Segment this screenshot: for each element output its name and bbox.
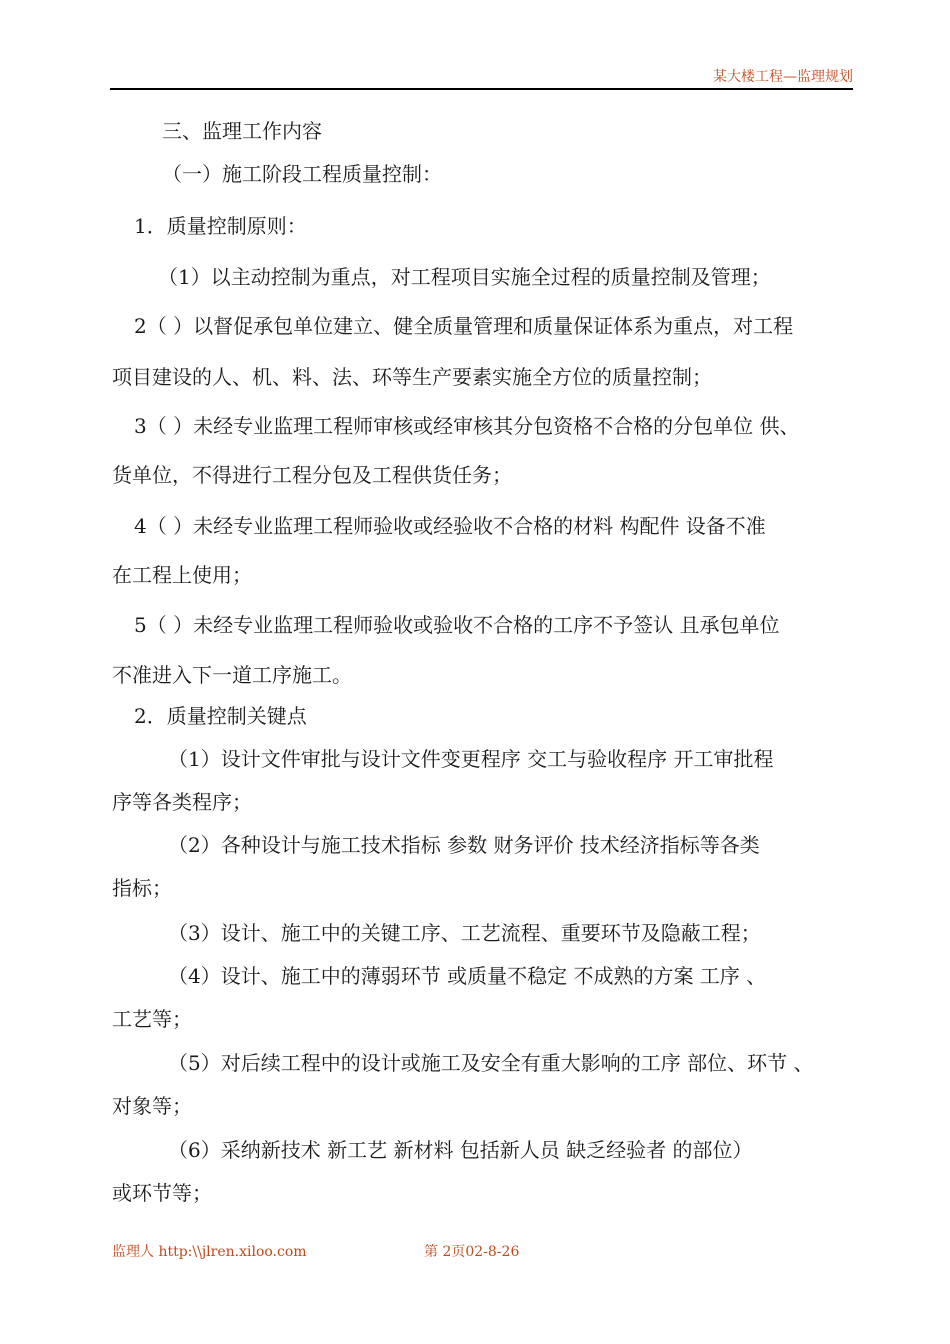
paragraph-line: 或环节等； <box>112 1181 212 1205</box>
paragraph-line: 序等各类程序； <box>112 790 252 814</box>
paragraph-line: 对象等； <box>112 1094 192 1118</box>
paragraph-line: 在工程上使用； <box>112 563 252 587</box>
paragraph-line: 工艺等； <box>112 1007 192 1031</box>
paragraph-line: 4（ ）未经专业监理工程师验收或经验收不合格的材料 构配件 设备不准 <box>134 514 766 538</box>
page-header <box>110 58 853 90</box>
header-title: 某大楼工程—监理规划 <box>713 69 853 85</box>
paragraph-line: 5（ ）未经专业监理工程师验收或验收不合格的工序不予签认 且承包单位 <box>134 613 780 637</box>
paragraph-line: 2（ ）以督促承包单位建立、健全质量管理和质量保证体系为重点，对工程 <box>134 314 794 338</box>
paragraph-line: 3（ ）未经专业监理工程师审核或经审核其分包资格不合格的分包单位 供、 <box>134 414 800 438</box>
paragraph-line: 货单位，不得进行工程分包及工程供货任务； <box>112 463 512 487</box>
paragraph-line: （3）设计、施工中的关键工序、工艺流程、重要环节及隐蔽工程； <box>168 921 761 945</box>
paragraph-line: （1）设计文件审批与设计文件变更程序 交工与验收程序 开工审批程 <box>168 747 774 771</box>
footer-page-number: 第 2页02-8-26 <box>424 1244 520 1260</box>
paragraph-line: （2）各种设计与施工技术指标 参数 财务评价 技术经济指标等各类 <box>168 833 760 857</box>
paragraph-line: （4）设计、施工中的薄弱环节 或质量不稳定 不成熟的方案 工序 、 <box>168 964 767 988</box>
footer-site: 监理人 http:\\jlren.xiloo.com <box>112 1244 307 1260</box>
paragraph-line: （1）以主动控制为重点，对工程项目实施全过程的质量控制及管理； <box>158 265 771 289</box>
paragraph-line: 不准进入下一道工序施工。 <box>112 663 352 687</box>
paragraph-line: 项目建设的人、机、料、法、环等生产要素实施全方位的质量控制； <box>112 365 712 389</box>
section-heading: 三、监理工作内容 <box>162 119 322 143</box>
paragraph-line: （6）采纳新技术 新工艺 新材料 包括新人员 缺乏经验者 的部位） <box>168 1138 753 1162</box>
paragraph-line: 指标； <box>112 876 172 900</box>
item-heading-principles: 1．质量控制原则： <box>134 214 307 238</box>
paragraph-line: （5）对后续工程中的设计或施工及安全有重大影响的工序 部位、环节 、 <box>168 1051 814 1075</box>
subsection-heading: （一）施工阶段工程质量控制： <box>162 162 442 186</box>
item-heading-key-points: 2．质量控制关键点 <box>134 704 307 728</box>
